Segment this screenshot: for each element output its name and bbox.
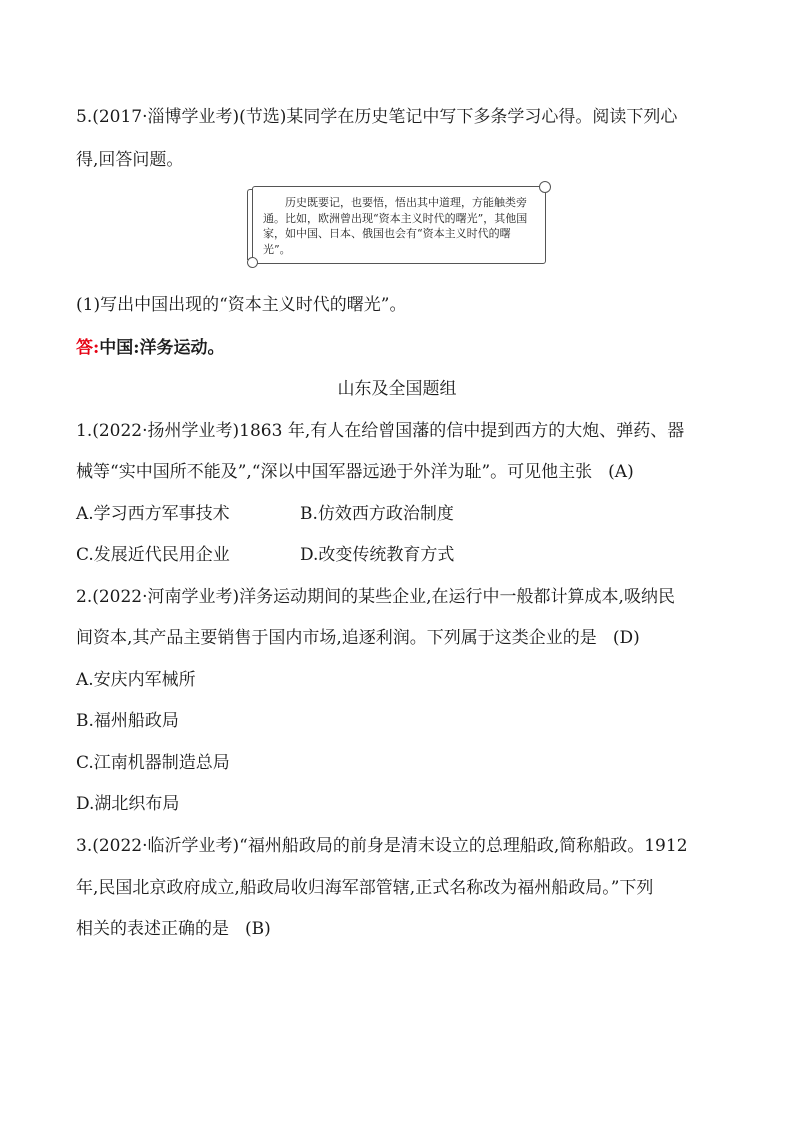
q5-sub-question-1: (1)写出中国出现的“资本主义时代的曙光”。 [76,295,407,315]
scroll-rod-icon [247,189,252,260]
q3-stem-text: 相关的表述正确的是 [76,919,229,939]
q2-option-c: C.江南机器制造总局 [76,753,230,773]
q1-options-row1 [76,503,716,525]
q3-answer-mark: (B) [245,919,271,939]
q1-option-d: D.改变传统教育方式 [300,545,455,565]
q1-stem-line2 [76,461,634,483]
scroll-roll-icon [539,181,551,193]
q1-answer-mark: (A) [608,462,634,482]
q2-option-d: D.湖北织布局 [76,794,180,814]
answer-text: 中国:洋务运动。 [99,338,225,358]
q2-option-b: B.福州船政局 [76,711,179,731]
q2-option-a: A.安庆内军械所 [76,670,196,690]
q1-option-a: A.学习西方军事技术 [76,504,230,524]
q1-option-b: B.仿效西方政治制度 [300,504,454,524]
q5-answer [76,337,225,359]
scroll-note-box [252,186,546,264]
q5-stem-line2: 得,回答问题。 [76,150,184,170]
q1-option-c: C.发展近代民用企业 [76,545,230,565]
q1-options-row2 [76,544,716,566]
q1-stem-text: 械等“实中国所不能及”,“深以中国军器远逊于外洋为耻”。可见他主张 [76,462,593,482]
q3-stem-line3 [76,918,271,940]
answer-label: 答: [76,338,100,358]
q2-stem-line2 [76,627,640,649]
q2-stem-line1: 2.(2022·河南学业考)洋务运动期间的某些企业,在运行中一般都计算成本,吸纳民 [76,587,675,607]
q3-stem-line1: 3.(2022·临沂学业考)“福州船政局的前身是清末设立的总理船政,简称船政。1912 [76,836,688,856]
section-title: 山东及全国题组 [337,379,457,399]
q5-stem-line1: 5.(2017·淄博学业考)(节选)某同学在历史笔记中写下多条学习心得。阅读下列心 [76,107,678,127]
q2-answer-mark: (D) [612,628,640,648]
q1-stem-line1: 1.(2022·扬州学业考)1863 年,有人在给曾国藩的信中提到西方的大炮、弹药、器 [76,421,685,441]
scroll-roll-bottom-icon [247,257,258,268]
scroll-note-text: 历史既要记，也要悟，悟出其中道理，方能触类旁通。比如，欧洲曾出现“资本主义时代的曙光”，其他国家，如中国、日本、俄国也会有“资本主义时代的曙光”。 [263,196,528,256]
q2-stem-text: 间资本,其产品主要销售于国内市场,追逐利润。下列属于这类企业的是 [76,628,597,648]
q3-stem-line2: 年,民国北京政府成立,船政局收归海军部管辖,正式名称改为福州船政局。”下列 [76,878,654,898]
